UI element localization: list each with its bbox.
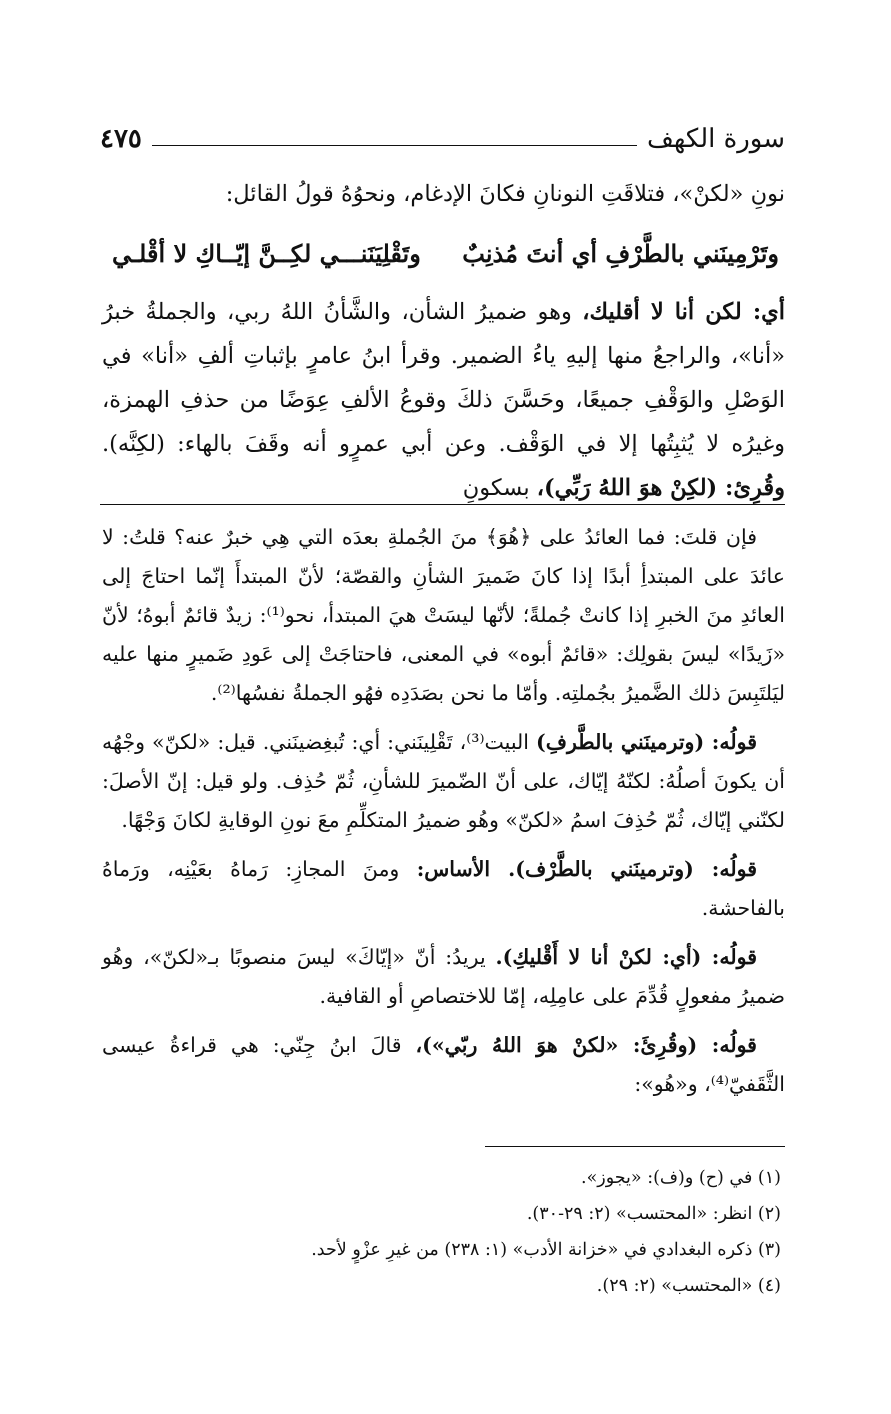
footnote-4: (٤) «المحتسب» (٢: ٢٩). — [596, 1276, 781, 1296]
footnote-1: (١) في (ح) و(ف): «يجوز». — [581, 1168, 781, 1188]
commentary — [102, 518, 785, 1114]
footnote-2: (٢) انظر: «المحتسب» (٢: ٢٩-٣٠). — [526, 1204, 781, 1224]
commentary-para-4-body: يريدُ: أنّ «إيّاكَ» ليسَ منصوبًا بـ«لكنّ»، وهُو ضميرُ مفعولٍ قُدِّمَ على عامِلِه، إمّا للاختصاصِ أو القافية. — [102, 945, 785, 1008]
footnotes — [102, 1160, 781, 1304]
page-header — [100, 112, 785, 152]
commentary-para-3-lemma: قولُه: (وترمينَني بالطَّرْف). — [508, 857, 758, 881]
main-paragraph-body: وهو ضميرُ الشأن، والشَّأنُ اللهُ ربي، والجملةُ خبرُ «أنا»، والراجعُ منها إليهِ ياءُ الضمير. وقرأ ابنُ عامرٍ بإثباتِ ألفِ «أنا» في الوَصْلِ والوَقْفِ جميعًا، وحَسَّنَ ذلكَ وقوعُ الألفِ عِوَضًا من حذفِ الهمزة، وغيرُه لا يُثبِتُها إلا في الوَقْف. وعن أبي عمرٍو أنه وقَفَ بالهاء: (لكِنَّه). — [102, 299, 785, 457]
commentary-para-1: فإن قلتَ: فما العائدُ على ﴿هُوَ﴾ منَ الجُملةِ بعدَه التي هِي خبرٌ عنه؟ قلتُ: لا عائدَ على المبتدأِ أبدًا إذا كانَ ضَميرَ الشأنِ والقصّة؛ لأنّ المبتدأَ إنّما احتاجَ إلى العائدِ منَ الخبرِ إذا كانتْ جُملةً؛ لأنّها ليسَتْ هيَ المبتدأ، نحو⁽¹⁾: زيدٌ قائمٌ أبوهُ؛ لأنّ «زَيدًا» ليسَ بقولِك: «قائمٌ أبوه» في المعنى، فاحتاجَتْ إلى عَودِ ضَميرٍ منها عليه ليَلتَبِسَ ذلك الضَّميرُ بجُملتِه. وأمّا ما نحن بصَدَدِه فهُو الجملةُ نفسُها⁽²⁾. — [102, 525, 785, 705]
surah-title: سورة الكهف — [646, 124, 785, 154]
commentary-para-4-lemma: قولُه: (أي: لكنْ أنا لا أَقْليكِ). — [495, 945, 757, 969]
main-intro: نونِ «لكنْ»، فتلاقَتِ النونانِ فكانَ الإدغام، ونحوُهُ قولُ القائل: — [225, 181, 785, 207]
poetry-verse — [112, 232, 779, 276]
footnote-3: (٣) ذكره البغدادي في «خزانة الأدب» (١: ٢٣٨) من غيرِ عزْوٍ لأحد. — [311, 1240, 781, 1260]
main-paragraph-tail: بسكونِ — [462, 475, 537, 501]
footnote-separator — [485, 1146, 785, 1147]
main-text — [102, 172, 785, 510]
commentary-para-4 — [102, 938, 785, 1016]
header-rule — [152, 145, 637, 146]
commentary-para-3-source: الأساس: — [416, 857, 509, 881]
commentary-para-2 — [102, 723, 785, 840]
commentary-para-2-lemma: قولُه: (وترمينَني بالطَّرفِ) — [536, 730, 757, 754]
commentary-para-2-body: البيت⁽³⁾، تَقْلِينَني: أي: تُبغِضينَني. قيل: «لكنّ» وجْهُه أن يكونَ أصلُهُ: لكنّهُ إيّاك، على أنّ الضّميرَ للشأنِ، ثُمّ حُذِف. ولو قيل: إنّ الأصلَ: لكنّني إيّاك، ثُمّ حُذِفَ اسمُ «لكنّ» وهُو ضميرُ المتكلِّمِ معَ نونِ الوقايةِ لكانَ وَجْهًا. — [102, 730, 785, 832]
commentary-para-5-lemma: قولُه: (وقُرِئَ: «لكنْ هوَ اللهُ ربّي»)، — [415, 1033, 757, 1057]
verse-first-hemistich: وتَرْمِينَني بالطَّرْفِ أي أنتَ مُذنِبٌ — [462, 239, 779, 268]
commentary-para-5-body: قالَ ابنُ جِنّي: هي قراءةُ عيسى الثَّقَفيّ⁽⁴⁾، و«هُو»: — [102, 1033, 785, 1096]
text-separator — [100, 504, 785, 505]
verse-second-hemistich: وتَقْلِيَنَنـــي لكِــنَّ إيّــاكِ لا أقْلـي — [112, 239, 421, 268]
commentary-para-5 — [102, 1026, 785, 1104]
commentary-para-3-body: ومنَ المجازِ: رَماهُ بعَيْنِه، ورَماهُ بالفاحشة. — [102, 857, 785, 920]
main-paragraph — [102, 290, 785, 510]
main-paragraph-lead: أي: لكن أنا لا أقليك، — [582, 299, 785, 325]
main-paragraph-qiraah: وقُرِئ: (لكِنْ هوَ اللهُ رَبِّي)، — [536, 475, 785, 501]
page-number: ٤٧٥ — [100, 124, 142, 154]
commentary-para-3 — [102, 850, 785, 928]
